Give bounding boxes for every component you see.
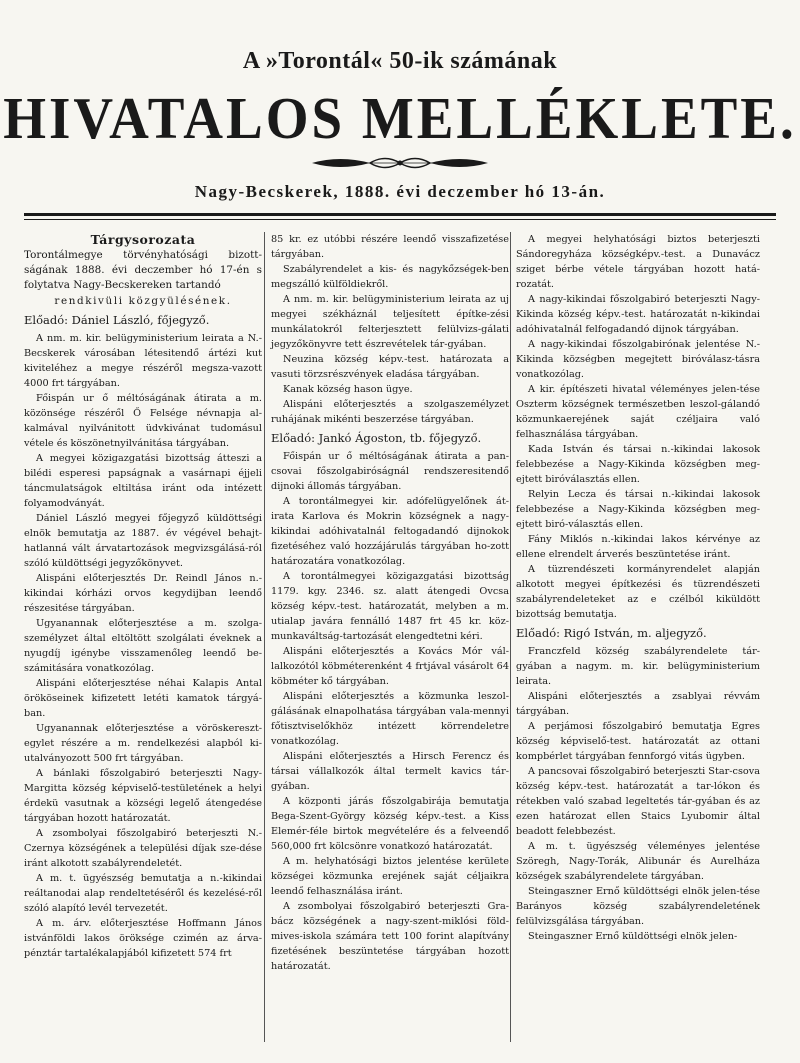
- text-column-1: [24, 232, 262, 961]
- dateline: Nagy-Becskerek, 1888. évi deczember hó 13-án.: [194, 182, 606, 201]
- agenda-paragraph: Dániel László megyei főjegyző küldöttségi elnök bemutatja az 1887. év végével behajt-hatlanná vált árvatartozások megvizsgálásá-ról szóló küldöttségi jegyzőkönyvet.: [24, 512, 262, 569]
- agenda-paragraph: Neuzina község képv.-test. határozata a vasuti törzsrészvények eladása tárgyában.: [271, 354, 509, 380]
- text-column-3: [516, 232, 760, 944]
- speaker-line: Előadó: Dániel László, főjegyző.: [24, 312, 210, 327]
- column-divider: [264, 232, 265, 1042]
- agenda-paragraph: Főispán ur ő méltóságának átirata a m. közönsége részéről Ő Felsége névnapja al-kalmával nyilvánitott üdvkivánat tudomásul vétele és köszönetnyilvánitása tárgyában.: [24, 392, 262, 449]
- agenda-paragraph: Alispáni előterjesztés Dr. Reindl János n.-kikindai kórházi orvos kegydijban leendő részesitése tárgyában.: [24, 572, 262, 614]
- agenda-paragraph: Alispáni előterjesztés a Kovács Mór vál-lalkozótól köbméterenként 4 frtjával vásárolt 64 köbméter kő tárgyában.: [271, 646, 509, 687]
- agenda-paragraph: A kir. építészeti hivatal véleményes jelen-tése Oszterm községnek természetben leszol-gálandó közmunkaerejének saját czéljaira való felhasználása tárgyában.: [516, 384, 760, 440]
- agenda-paragraph: Relyin Lecza és társai n.-kikindai lakosok felebbezése a Nagy-Kikinda községben meg-ejtett biró-választás ellen.: [516, 489, 760, 530]
- agenda-paragraph: A pancsovai főszolgabiró beterjeszti Star-csova község képv.-test. határozatát a tar-lókon és rétekben való szabad legeltetés tár-gyában és az ezen határozat ellen Staics Lyubomir által beadott felebbezést.: [516, 766, 760, 837]
- agenda-paragraph: Fány Miklós n.-kikindai lakos kérvénye az ellene elrendelt árverés beszüntetése iránt.: [516, 534, 760, 560]
- agenda-paragraph: Ugyanannak előterjesztése a m. szolga-személyzet által eltöltött szolgálati éveknek a nyugdíj igénybe visszamenőleg leendő be-számitására vonatkozólag.: [24, 617, 262, 674]
- header-rule-thin: [24, 219, 776, 220]
- agenda-paragraph: Alispáni előterjesztése néhai Kalapis Antal örököseinek kifizetett letéti kamatok tárgyá-ban.: [24, 677, 262, 719]
- agenda-paragraph: Szabályrendelet a kis- és nagykőzségek-ben megszálló külföldiekről.: [271, 264, 509, 290]
- agenda-intro: Torontálmegye törvényhatósági bizott-ságának 1888. évi deczember hó 17-én s folytatva Nagy-Becskereken tartandó: [24, 249, 262, 292]
- agenda-paragraph: Alispáni előterjesztés a zsablyai révvám tárgyában.: [516, 691, 760, 717]
- speaker-line: Előadó: Jankó Ágoston, tb. főjegyző.: [271, 431, 482, 445]
- agenda-paragraph: A torontálmegyei kir. adófelügyelőnek át-irata Karlova és Mokrin községnek a nagy-kikindai adóhivatalnál feltogadandó dijnokok fizetéséhez való hozzájárulás tárgyában ho-zott határozatára vonatkozólag.: [271, 496, 509, 567]
- agenda-paragraph: A nm. m. kir. belügyministerium leirata a N.-Becskerek városában létesitendő ártézi kut kiviteléhez a megye részéről megsza-vazott 4000 frt tárgyában.: [24, 332, 262, 389]
- agenda-paragraph: A bánlaki főszolgabiró beterjeszti Nagy-Margitta község képviselő-testületének a helyi érdekü vasutnak a községi legelő átengedése tárgyában hozott határozatát.: [24, 767, 262, 824]
- text-column-2: [271, 232, 509, 974]
- agenda-paragraph: Steingaszner Ernő küldöttségi elnök jelen-: [528, 931, 738, 942]
- agenda-paragraph: Alispáni előterjesztés a közmunka leszol-gálásának elnapolhatása tárgyában vala-mennyi főtisztviselőkhöz intézett körrendeletre vonatkozólag.: [271, 691, 509, 747]
- agenda-paragraph: Ugyanannak előterjesztése a vöröskereszt-egylet részére a m. rendelkezési alapból ki-utalványozott 500 frt tárgyában.: [24, 722, 262, 764]
- header-rule-thick: [24, 213, 776, 216]
- agenda-paragraph: A központi járás főszolgabirája bemutatja Bega-Szent-György község képv.-test. a Kiss Elemér-féle birtok megvételére és a felveendő 560,000 frt kölcsönre vonatkozó határozatát.: [271, 796, 509, 852]
- masthead-subtitle: A »Torontál« 50-ik számának: [242, 48, 558, 74]
- agenda-paragraph: Alispáni előterjesztés a szolgaszemélyzet ruhájának mikénti beszerzése tárgyában.: [271, 399, 509, 425]
- agenda-paragraph: A zsombolyai főszolgabiró beterjeszti N.-Czernya községének a települési díjak sze-dése iránt alkotott szabályrendeletét.: [24, 827, 262, 869]
- agenda-paragraph: A m. t. ügyészség bemutatja a n.-kikindai reáltanodai alap rendeltetéséről és kezelésé-ről szóló alapító levél tervezetét.: [24, 872, 262, 914]
- agenda-paragraph: A zsombolyai főszolgabiró beterjeszti Gra-bácz községének a nagy-szent-miklósi föld-mives-iskola számára tett 100 forint alapítvány fizetésének beszüntetése tárgyában hozott határozatát.: [271, 901, 509, 972]
- agenda-paragraph: A perjámosi főszolgabiró bemutatja Egres község képviselő-test. határozatát az ottani kompbérlet tárgyában fennforgó vitás ügyben.: [516, 721, 760, 762]
- agenda-paragraph: A tüzrendészeti kormányrendelet alapján alkotott megyei építkezési és tüzrendészeti szabályrendeleteket az e czélból kiküldött bizottság bemutatja.: [516, 564, 760, 620]
- agenda-paragraph: A m. t. ügyészség véleményes jelentése Szöregh, Nagy-Torák, Alibunár és Aurelháza községek szabályrendelete tárgyában.: [516, 841, 760, 882]
- agenda-paragraph: A torontálmegyei közigazgatási bizottság 1179. kgy. 2346. sz. alatt átengedi Ovcsa község képv.-test. határozatát, melyben a m. utialap javára fennálló 1487 frt 45 kr. köz-munkaváltság-tartozását elengedtetni kéri.: [271, 571, 509, 642]
- agenda-paragraph: A megyei közigazgatási bizottság átteszi a bilédi esperesi papságnak a vasárnapi éjjeli táncmulatságok eltiltása iránt oda intézett folyamodványát.: [24, 452, 262, 509]
- agenda-paragraph: A nm. m. kir. belügyministerium leirata az uj megyei székháznál teljesített építke-zési munkálatokról felterjesztett felülvizs-gálati jegyzőkönyvre tett észrevételek tár-gyában.: [271, 294, 509, 350]
- agenda-paragraph: 85 kr. ez utóbbi részére leendő visszafizetése tárgyában.: [271, 234, 509, 260]
- agenda-paragraph: Főispán ur ő méltóságának átirata a pan-csovai főszolgabiróságnál rendszeresitendő dijnoki állomás tárgyában.: [271, 451, 509, 492]
- agenda-paragraph: Alispáni előterjesztés a Hirsch Ferencz és társai vállalkozók által termelt kavics tár-gyában.: [271, 751, 509, 792]
- column-divider: [510, 232, 511, 1042]
- agenda-heading: Tárgysorozata: [90, 232, 196, 247]
- agenda-paragraph: Kanak község hason ügye.: [283, 384, 413, 395]
- agenda-paragraph: A nagy-kikindai főszolgabirónak jelentése N.-Kikinda községben megejtett biróválasz-tásra vonatkozólag.: [516, 339, 760, 380]
- agenda-paragraph: Kada István és társai n.-kikindai lakosok felebbezése a Nagy-Kikinda községben meg-ejtett biróválasztás ellen.: [516, 444, 760, 485]
- agenda-paragraph: Franczfeld község szabályrendelete tár-gyában a nagym. m. kir. belügyministerium leirata.: [516, 646, 760, 687]
- agenda-paragraph: A megyei helyhatósági biztos beterjeszti Sándoregyháza községképv.-test. a Dunavácz sziget bérbe vétele tárgyában hozott hatá-rozatát.: [516, 234, 760, 290]
- agenda-paragraph: A m. árv. előterjesztése Hoffmann János istvánföldi lakos öröksége czimén az árva-pénztár tartalékalapjából kifizetett 574 frt: [24, 917, 262, 959]
- ornament-divider-icon: [310, 152, 490, 174]
- speaker-line: Előadó: Rigó István, m. aljegyző.: [516, 626, 707, 640]
- agenda-paragraph: A nagy-kikindai főszolgabiró beterjeszti Nagy-Kikinda község képv.-test. határozatát n-kikindai adóhivatalnál felfogadandó dijnok tárgyában.: [516, 294, 760, 335]
- masthead-title: HIVATALOS MELLÉKLETE.: [3, 85, 797, 151]
- agenda-paragraph: A m. helyhatósági biztos jelentése kerülete községei közmunka erejének saját céljaikra leendő felhasználása iránt.: [271, 856, 509, 897]
- agenda-intro-meeting: rendkivüli közgyülésének.: [54, 294, 232, 307]
- agenda-paragraph: Steingaszner Ernő küldöttségi elnök jelen-tése Barányos község szabályrendeletének felülvizsgálása tárgyában.: [516, 886, 760, 927]
